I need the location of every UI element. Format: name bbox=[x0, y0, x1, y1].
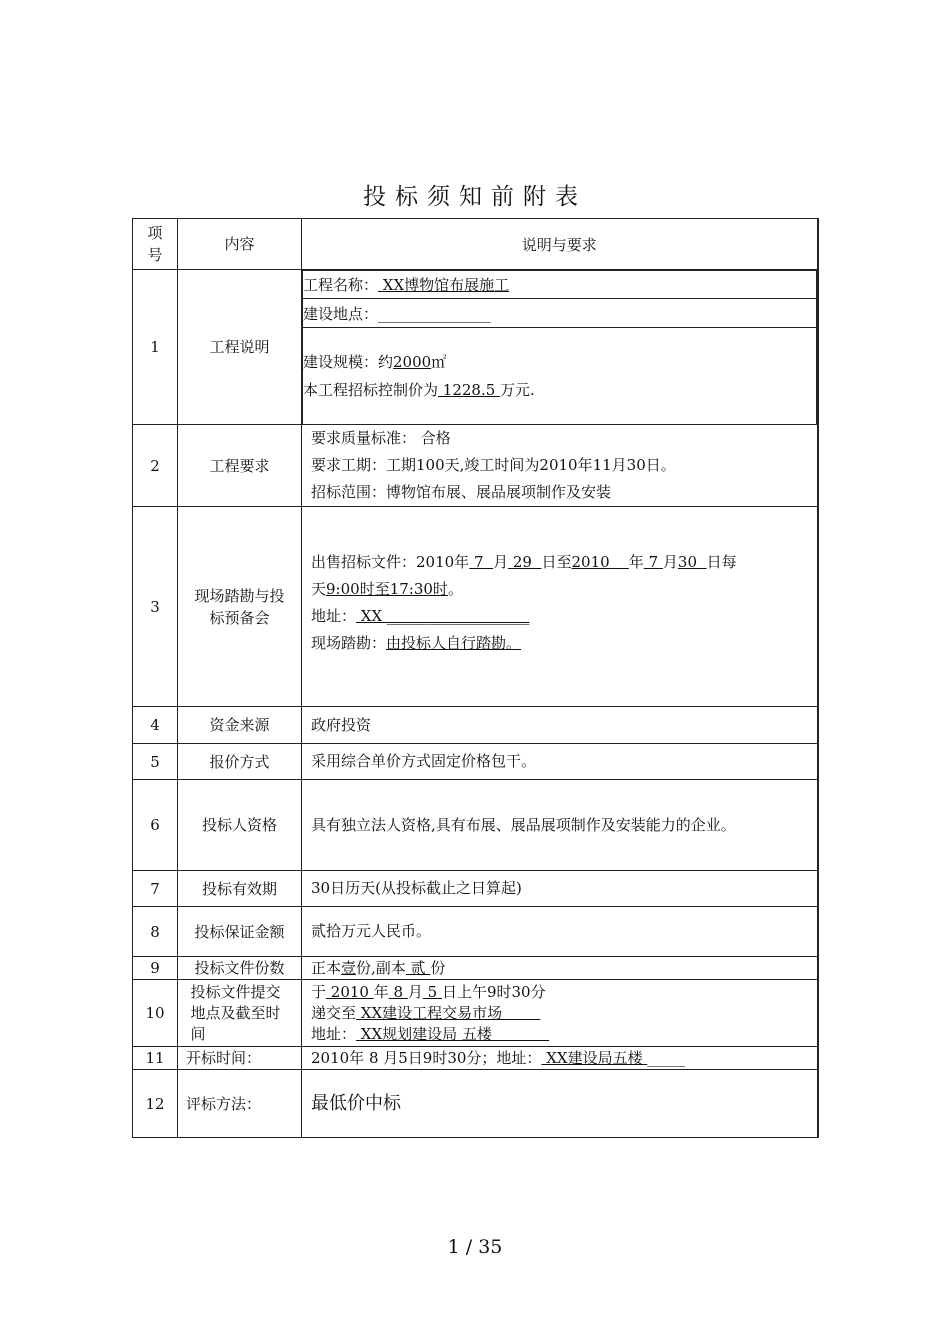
row-desc bbox=[302, 980, 818, 1047]
text: 。 bbox=[447, 580, 463, 598]
value bbox=[644, 553, 663, 571]
table-row bbox=[133, 907, 818, 957]
quality-line: 要求质量标准： 合格 bbox=[311, 429, 451, 447]
submit-address-line bbox=[311, 1024, 817, 1045]
row-no: 3 bbox=[133, 507, 178, 707]
scope-line: 招标范围：博物馆布展、展品展项制作及安装 bbox=[311, 483, 612, 501]
text: 正本 bbox=[311, 958, 342, 977]
period-line: 要求工期：工期100天,竣工时间为2010年11月30日。 bbox=[311, 456, 676, 474]
unit: ㎡ bbox=[431, 352, 447, 371]
value: 由投标人自行踏勘。 bbox=[386, 634, 522, 652]
row-item: 报价方式 bbox=[178, 744, 302, 780]
table-row bbox=[133, 1047, 818, 1070]
scale-line bbox=[303, 348, 816, 376]
value bbox=[469, 553, 493, 571]
value: 8 bbox=[388, 982, 408, 1001]
text: 月 bbox=[493, 553, 509, 571]
page-title: 投标须知前附表 bbox=[363, 184, 587, 210]
row-item: 投标有效期 bbox=[178, 871, 302, 907]
text: 递交至 bbox=[311, 1003, 357, 1022]
value-text: 7 bbox=[648, 553, 659, 571]
address-line bbox=[311, 603, 817, 630]
text: 份,副本 bbox=[356, 958, 406, 977]
label: 建设规模：约 bbox=[303, 352, 394, 371]
text: 日上午9时30分 bbox=[441, 982, 546, 1001]
row-no: 2 bbox=[133, 425, 178, 507]
header-content: 内容 bbox=[178, 219, 302, 270]
text: 年 bbox=[373, 982, 389, 1001]
text: 地址： bbox=[311, 1024, 357, 1043]
row-item: 投标人资格 bbox=[178, 780, 302, 871]
value: 5 bbox=[422, 982, 442, 1001]
row-item: 工程说明 bbox=[178, 270, 302, 425]
row-item: 资金来源 bbox=[178, 707, 302, 744]
text: 出售招标文件：2010年 bbox=[311, 553, 470, 571]
project-info-subtable bbox=[302, 270, 817, 424]
row-desc bbox=[302, 270, 818, 425]
value: XX ___________________ bbox=[356, 607, 530, 625]
value bbox=[678, 553, 707, 571]
text: 月 bbox=[662, 553, 678, 571]
table-row bbox=[133, 707, 818, 744]
project-name bbox=[303, 271, 817, 299]
row-item-text: 现场踏勘与投标预备会 bbox=[194, 586, 285, 627]
value: XX建设局五楼 bbox=[541, 1048, 648, 1067]
row-desc bbox=[302, 425, 818, 507]
row-no: 11 bbox=[133, 1047, 178, 1070]
row-item-text: 投标文件提交地点及截至时间 bbox=[190, 982, 281, 1043]
text: 日每 bbox=[706, 553, 737, 571]
value-text: 2010 bbox=[571, 553, 610, 571]
label: 地址： bbox=[311, 607, 357, 625]
row-no: 4 bbox=[133, 707, 178, 744]
time-line bbox=[311, 576, 817, 603]
table-header-row bbox=[133, 219, 818, 270]
value: XX规划建设局 五楼 bbox=[356, 1024, 550, 1043]
text: _____ bbox=[647, 1048, 685, 1067]
row-desc: 具有独立法人资格,具有布展、展品展项制作及安装能力的企业。 bbox=[302, 780, 818, 871]
value: XX博物馆布展施工 bbox=[378, 276, 510, 294]
row-no: 9 bbox=[133, 957, 178, 980]
page-number: 1 / 35 bbox=[447, 1236, 503, 1258]
table-row bbox=[133, 270, 818, 425]
label: 现场踏勘： bbox=[311, 634, 387, 652]
value bbox=[572, 553, 629, 571]
row-no: 10 bbox=[133, 980, 178, 1047]
row-no: 5 bbox=[133, 744, 178, 780]
table-row bbox=[133, 780, 818, 871]
text: 份 bbox=[430, 958, 446, 977]
text: 日至 bbox=[541, 553, 572, 571]
value: 1228.5 bbox=[438, 380, 501, 399]
row-no: 1 bbox=[133, 270, 178, 425]
row-desc bbox=[302, 1047, 818, 1070]
text: 于 bbox=[311, 982, 327, 1001]
bid-notice-table bbox=[132, 218, 819, 1138]
label: 本工程招标控制价为 bbox=[303, 380, 439, 399]
row-desc bbox=[302, 507, 818, 707]
header-desc: 说明与要求 bbox=[302, 219, 818, 270]
row-desc: 政府投资 bbox=[302, 707, 818, 744]
header-no-text: 项号 bbox=[147, 224, 163, 264]
table-row bbox=[133, 871, 818, 907]
table-row bbox=[133, 957, 818, 980]
row-no: 6 bbox=[133, 780, 178, 871]
value: _______________ bbox=[378, 304, 491, 323]
table-row bbox=[133, 507, 818, 707]
row-item bbox=[178, 980, 302, 1047]
row-desc: 30日历天(从投标截止之日算起) bbox=[302, 871, 818, 907]
table-row bbox=[133, 1070, 818, 1138]
row-no: 7 bbox=[133, 871, 178, 907]
row-desc bbox=[302, 957, 818, 980]
value-text: 7 bbox=[473, 553, 484, 571]
row-no: 12 bbox=[133, 1070, 178, 1138]
header-no bbox=[133, 219, 178, 270]
text: 年 bbox=[628, 553, 644, 571]
value-text: 29 bbox=[512, 553, 532, 571]
text: 2010年 8 月5日9时30分；地址： bbox=[311, 1048, 542, 1067]
value: 9:00时至17:30时 bbox=[326, 580, 448, 598]
unit: 万元. bbox=[500, 380, 535, 399]
row-item: 投标保证金额 bbox=[178, 907, 302, 957]
table-row bbox=[133, 425, 818, 507]
value: 壹 bbox=[341, 958, 357, 977]
submit-date-line bbox=[311, 982, 817, 1003]
project-site bbox=[303, 299, 817, 328]
row-desc: 最低价中标 bbox=[302, 1070, 818, 1138]
value: XX建设工程交易市场 bbox=[356, 1003, 541, 1022]
row-item: 工程要求 bbox=[178, 425, 302, 507]
table-row bbox=[133, 744, 818, 780]
label: 工程名称： bbox=[303, 276, 379, 294]
value: 贰 bbox=[405, 958, 431, 977]
project-scale bbox=[303, 328, 817, 424]
row-item: 投标文件份数 bbox=[178, 957, 302, 980]
survey-line bbox=[311, 630, 817, 657]
text: 天 bbox=[311, 580, 327, 598]
price-line bbox=[303, 376, 816, 404]
value-text: 30 bbox=[677, 553, 698, 571]
row-desc: 采用综合单价方式固定价格包干。 bbox=[302, 744, 818, 780]
value bbox=[508, 553, 541, 571]
row-item bbox=[178, 507, 302, 707]
sale-line bbox=[311, 549, 817, 576]
value: 2000 bbox=[393, 352, 432, 371]
label: 建设地点： bbox=[303, 304, 379, 323]
submit-place-line bbox=[311, 1003, 817, 1024]
row-item: 评标方法： bbox=[178, 1070, 302, 1138]
row-no: 8 bbox=[133, 907, 178, 957]
table-row bbox=[133, 980, 818, 1047]
value: 2010 bbox=[326, 982, 374, 1001]
row-item: 开标时间： bbox=[178, 1047, 302, 1070]
text: 月 bbox=[407, 982, 423, 1001]
row-desc: 贰拾万元人民币。 bbox=[302, 907, 818, 957]
